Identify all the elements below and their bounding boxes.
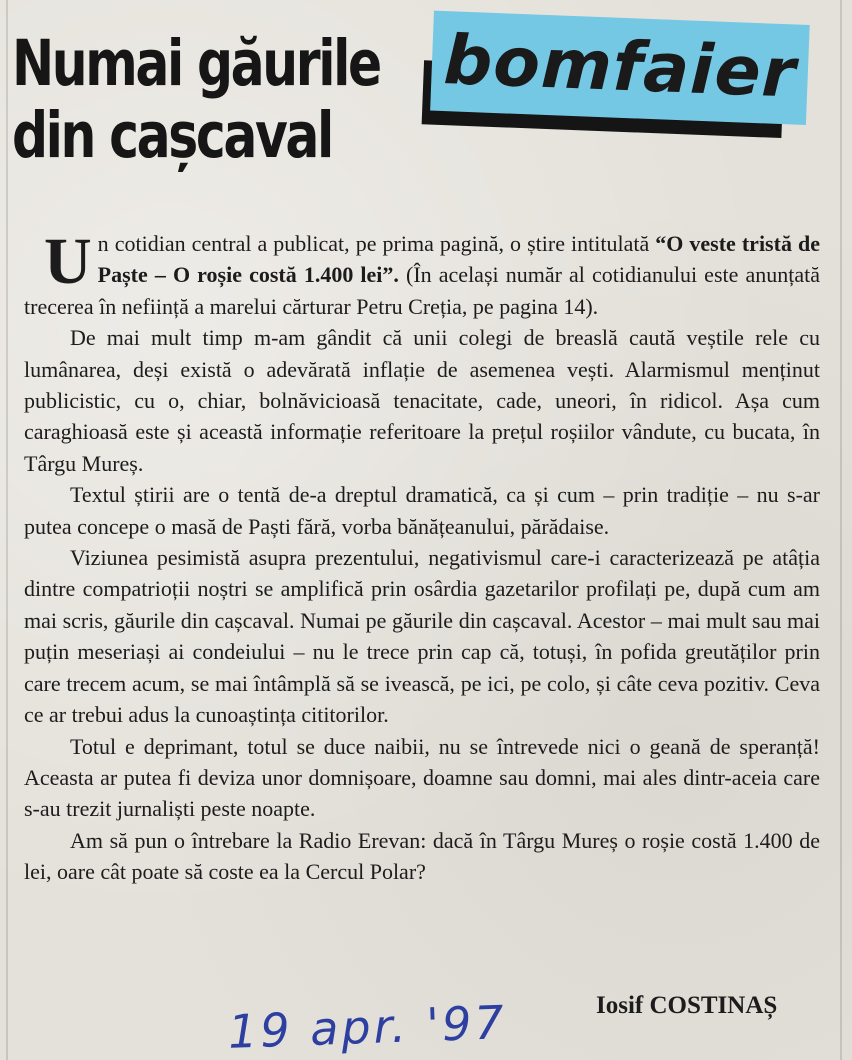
rubric-box [413,10,809,143]
article-paragraph-6: Am să pun o întrebare la Radio Erevan: dacă în Târgu Mureș o roșie costă 1.400 de lei, oare cât poate să coste ea la Cercul Polar? [24,827,820,885]
article-body [24,225,821,888]
paragraph-1-start: n cotidian central a publicat, pe prima pagină, o știre intitulată [97,231,656,256]
left-edge-line [6,0,8,1060]
quoted-headline: “O veste tristă de Paște – O roșie costă 1.400 lei”. [97,231,820,288]
paragraph-1-end: (În același număr al cotidianului este anunțată trecerea în neființă a marelui cărturar Petru Creția, pe pagina 14). [24,262,821,319]
headline-line-1: Numai găurile [12,27,380,100]
author-signature: Iosif COSTINAȘ [596,992,778,1019]
right-edge-line [840,0,842,1060]
headline [12,27,380,172]
headline-line-2: din cașcaval [12,99,332,172]
article-paragraph-3: Textul știrii are o tentă de-a dreptul dramatică, ca și cum – prin tradiție – nu s-ar putea concepe o masă de Paști fără, vorba bănățeanului, părădaise. [24,482,820,539]
drop-cap: U [44,225,92,298]
article-paragraph-1 [24,225,821,322]
article-paragraph-4: Viziunea pesimistă asupra prezentului, negativismul care-i caracterizează pe atâția dintre compatrioții noștri se amplifică prin osârdia gazetarilor profilați pe, după cum am mai scris, găurile din cașcaval. Numai pe găurile din cașcaval. Acestor – mai mult sau mai puțin meseriași ai condeiului – nu le trece prin cap că, totuși, în pofida greutăților prin care trecem acum, se mai întâmplă să se ivească, pe ici, pe colo, și câte ceva pozitiv. Ceva ce ar trebui adus la cunoaștința cititorilor. [24,545,820,728]
handwritten-date: 19 apr. '97 [227,995,508,1059]
rubric-label: bomfaier [430,11,810,125]
article-paragraph-5: Totul e deprimant, totul se duce naibii, nu se întrevede nici o geană de speranță! Aceasta ar putea fi deviza unor domnișoare, doamne sau domni, mai ales dintr-aceia care s-au trezit jurnaliști peste noapte. [24,733,820,822]
article-paragraph-2: De mai mult timp m-am gândit că unii colegi de breaslă caută veștile rele cu lumânarea, deși există o adevărată inflație de asemenea vești. Alarmismul menținut publicistic, cu o, chiar, bolnăvicioasă tenacitate, cade, uneori, în ridicol. Așa cum caraghioasă este și această informație referitoare la prețul roșiilor vândute, cu bucata, în Târgu Mureș. [24,325,820,476]
